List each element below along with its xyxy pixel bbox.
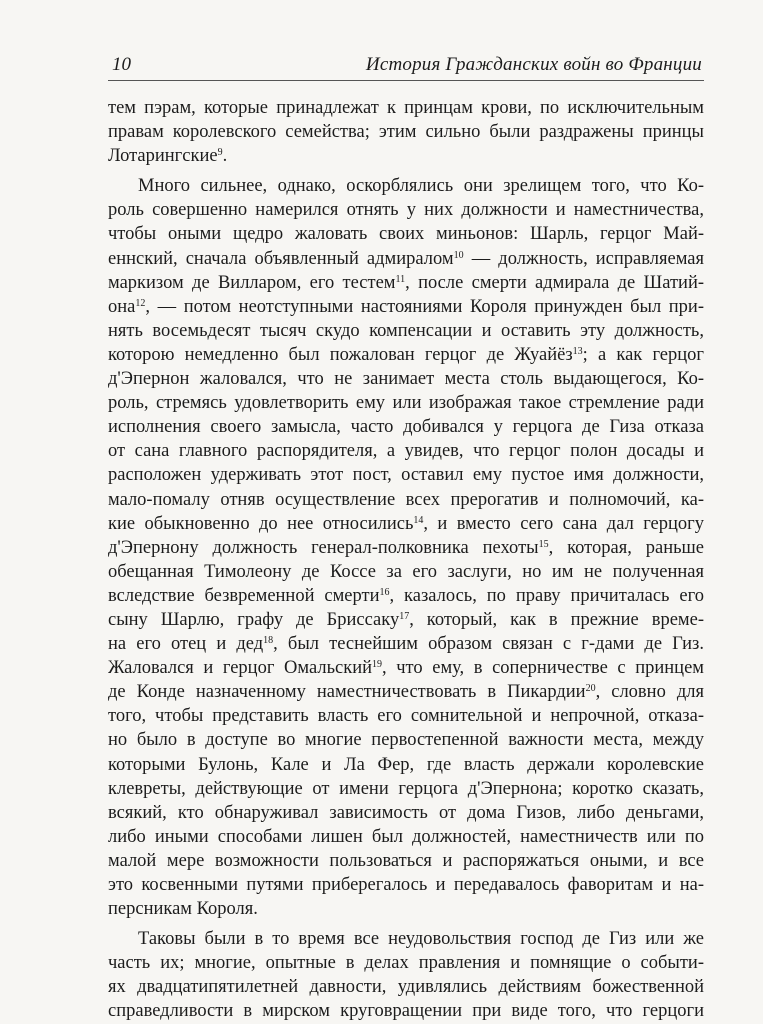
footnote-marker: 19 (372, 659, 383, 671)
text-line: которыми Булонь, Кале и Ла Фер, где власть держали королевские (108, 754, 704, 775)
text-line: чтобы оными щедро жаловать своих миньонов: Шарль, герцог Май- (108, 224, 704, 245)
text-line: тем пэрам, которые принадлежат к принцам крови, по исключительным (108, 98, 704, 118)
footnote-marker: 18 (263, 635, 274, 647)
text-line: Лотарингские$^9$. (108, 146, 228, 167)
text-line: роль совершенно намерился отнять у них должности и наместничества, (108, 200, 704, 221)
text-line: персникам Короля. (108, 899, 258, 920)
text-line: обещанная Тимолеону де Коссе за его заслуги, но им не полученная (108, 561, 704, 582)
footnote-marker: 9 (217, 147, 223, 159)
text-line: Таковы были в то время все неудовольствия господ де Гиз или же (138, 929, 704, 950)
text-line: д'Эпернон жаловался, что не занимает места столь выдающегося, Ко- (108, 369, 704, 390)
text-line: но было в доступе во многие первостепенной важности места, между (108, 730, 704, 751)
text-line: того, чтобы представить власть его сомнительной и непрочной, отказа- (108, 706, 704, 727)
text-line: правам королевского семейства; этим сильно были раздражены принцы (108, 122, 704, 143)
text-line: от сана главного распорядителя, а увидев, что герцог полон досады и (108, 441, 704, 462)
text-line: которою немедленно был пожалован герцог де Жуайёз$^{13}$; а как герцог (108, 344, 704, 365)
text-line: ях двадцатипятилетней давности, удивлялись действиям божественной (108, 977, 704, 998)
text-line: нять восемьдесят тысяч скудо компенсации и оставить эту должность, (108, 320, 704, 341)
text-line: Много сильнее, однако, оскорблялись они зрелищем того, что Ко- (138, 176, 704, 197)
text-line: часть их; многие, опытные в делах правления и помнящие о событи- (108, 953, 704, 974)
footnote-marker: 20 (585, 683, 596, 695)
text-line: кие обыкновенно до нее относились$^{14}$, и вместо сего сана дал герцогу (108, 513, 704, 534)
running-title: История Гражданских войн во Франции (365, 54, 702, 75)
footnote-marker: 10 (453, 249, 464, 261)
running-header (108, 50, 704, 81)
text-line: роль, стремясь удовлетворить ему или изображая такое стремление ради (108, 393, 704, 414)
text-line: исполнения своего замысла, часто добивался у герцога де Гиза отказа (108, 417, 704, 438)
text-line: всякий, кто обнаруживал зависимость от дома Гизов, либо деньгами, (108, 802, 704, 823)
text-line: д'Эпернону должность генерал-полковника пехоты$^{15}$, которая, раньше (108, 537, 704, 558)
text-line: она$^{12}$, — потом неотступными настояниями Короля принужден был при- (108, 296, 704, 317)
text-line: еннский, сначала объявленный адмиралом$^{10}$ — должность, исправляемая (108, 248, 705, 269)
text-line: на его отец и дед$^{18}$, был теснейшим образом связан с г-дами де Гиз. (108, 634, 704, 655)
text-line: маркизом де Вилларом, его тестем$^{11}$, после смерти адмирала де Шатий- (108, 272, 704, 293)
footnote-marker: 12 (135, 297, 146, 309)
text-line: справедливости в мирском круговращении при виде того, что герцоги (108, 1001, 704, 1022)
footnote-marker: 16 (379, 586, 390, 598)
text-body (108, 96, 704, 1024)
page-number: 10 (112, 54, 131, 75)
text-line: клевреты, действующие от имени герцога д'Эпернона; коротко сказать, (108, 778, 704, 799)
footnote-marker: 15 (538, 538, 549, 550)
footnote-marker: 13 (572, 345, 583, 357)
text-line: либо иными способами лишен был должностей, наместничеств или по (108, 826, 704, 847)
footnote-marker: 11 (395, 273, 406, 285)
text-line: де Конде назначенному наместничествовать в Пикардии$^{20}$, словно для (108, 682, 705, 703)
text-line: вследствие безвременной смерти$^{16}$, казалось, по праву причиталась его (108, 585, 704, 606)
text-line: Жаловался и герцог Омальский$^{19}$, что ему, в соперничестве с принцем (108, 658, 704, 679)
text-line: сыну Шарлю, графу де Бриссаку$^{17}$, который, как в прежние време- (108, 609, 704, 630)
text-line: малой мере возможности пользоваться и распоряжаться оными, и все (108, 850, 704, 871)
footnote-marker: 17 (399, 610, 410, 622)
footnote-marker: 14 (413, 514, 424, 526)
text-line: расположен удерживать этот пост, оставил ему пустое имя должности, (108, 465, 704, 486)
text-line: мало-помалу отняв осуществление всех прерогатив и полномочий, ка- (108, 489, 704, 510)
text-line: это косвенными путями приберегалось и передавалось фаворитам и на- (108, 875, 704, 895)
